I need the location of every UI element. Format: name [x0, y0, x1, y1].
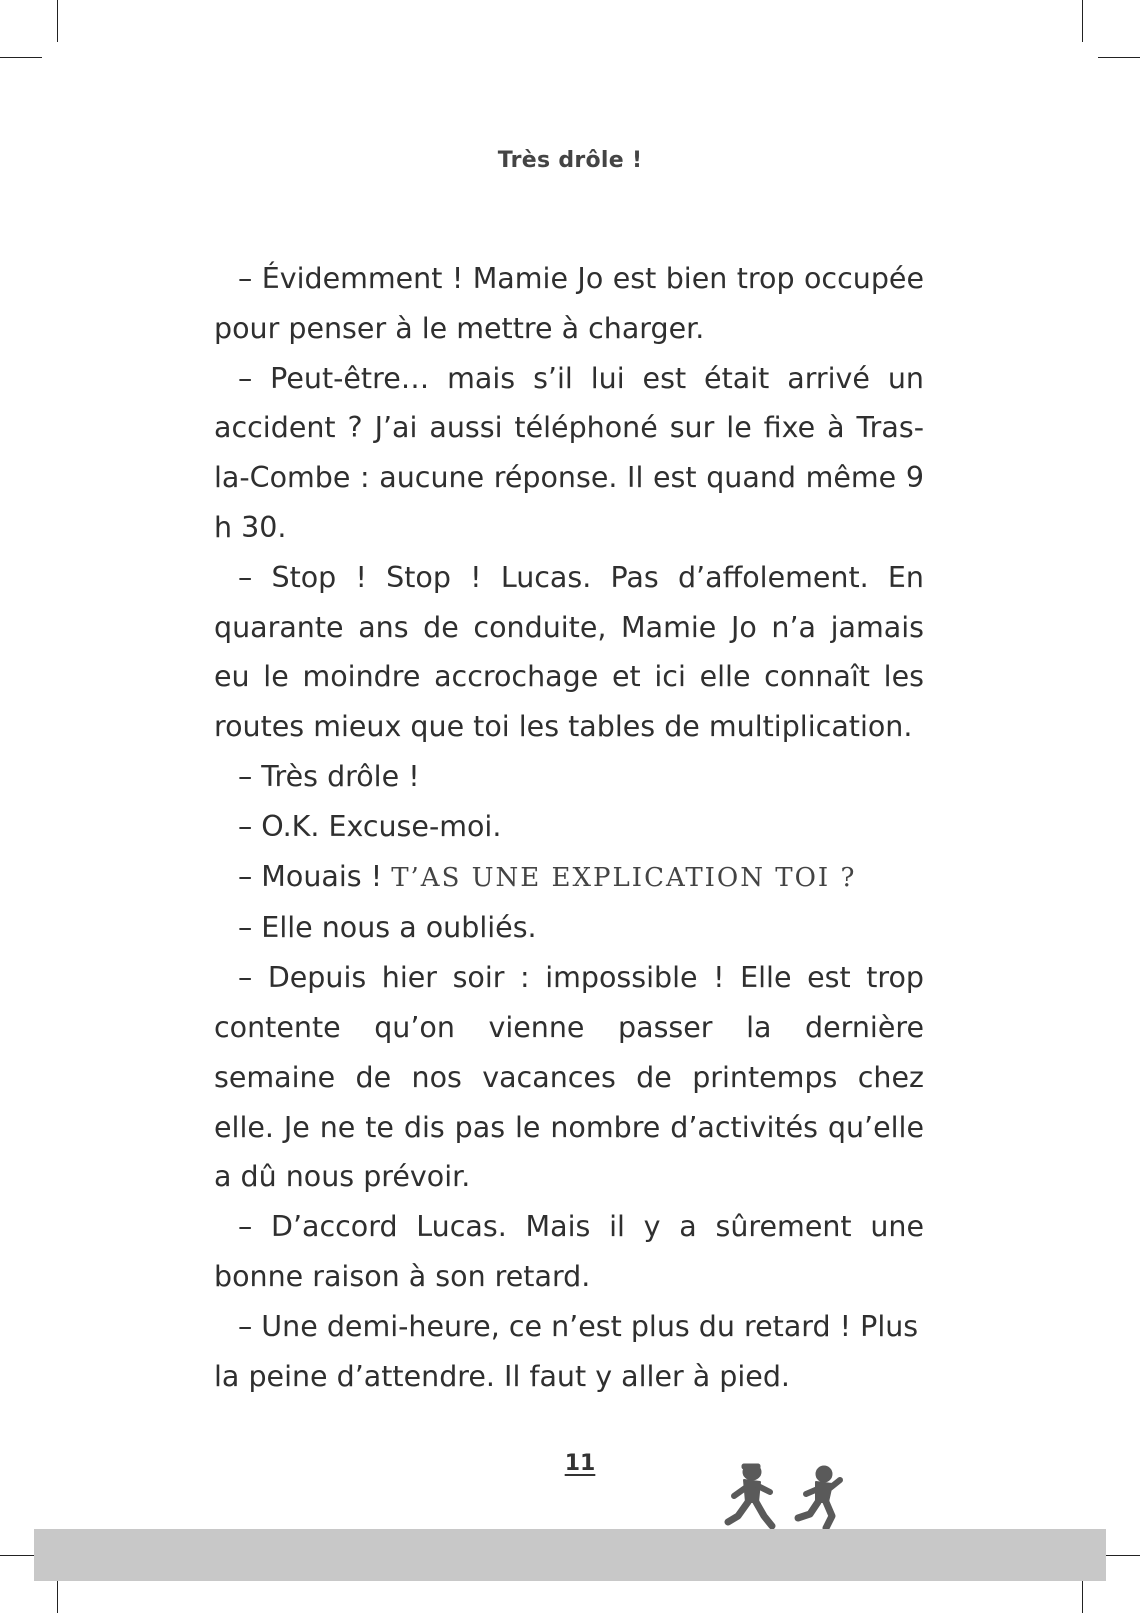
paragraph: – Évidemment ! Mamie Jo est bien trop occupée pour penser à le mettre à charger.: [214, 262, 924, 345]
paragraph: – Peut-être… mais s’il lui est était arrivé un accident ? J’ai aussi téléphoné sur le fixe à Tras-la-Combe : aucune réponse. Il est quand même 9 h 30.: [214, 361, 924, 544]
paragraph: – Depuis hier soir : impossible ! Elle est trop contente qu’on vienne passer la dernière semaine de nos vacances de printemps chez elle. Je ne te dis pas le nombre d’activités qu’elle a dû nous prévoir.: [214, 961, 924, 1194]
footer-band: [34, 1529, 1106, 1581]
paragraph: – Elle nous a oubliés.: [238, 911, 537, 945]
crop-mark-top-left-h: [0, 57, 42, 58]
crop-mark-top-left: [57, 0, 58, 42]
shout-text: T’AS UNE EXPLICATION TOI ?: [391, 862, 857, 893]
paragraph: – D’accord Lucas. Mais il y a sûrement une bonne raison à son retard.: [214, 1210, 924, 1293]
crop-mark-top-right: [1082, 0, 1083, 42]
running-title: Très drôle !: [497, 148, 643, 173]
crop-mark-top-right-h: [1098, 57, 1140, 58]
paragraph: – Une demi-heure, ce n’est plus du retard ! Plus la peine d’attendre. Il faut y aller à pied.: [214, 1309, 919, 1393]
paragraph: – O.K. Excuse-moi.: [238, 809, 502, 843]
running-boys-icon: [722, 1462, 862, 1534]
page-number: 11: [564, 1451, 596, 1476]
dialogue-lead: – Mouais !: [238, 859, 392, 893]
paragraph: – Stop ! Stop ! Lucas. Pas d’affolement. En quarante ans de conduite, Mamie Jo n’a jamais eu le moindre accrochage et ici elle connaît les routes mieux que toi les tables de multiplication.: [214, 560, 924, 744]
paragraph: [214, 852, 924, 904]
paragraph: – Très drôle !: [238, 759, 420, 793]
body-text: [214, 254, 924, 1401]
